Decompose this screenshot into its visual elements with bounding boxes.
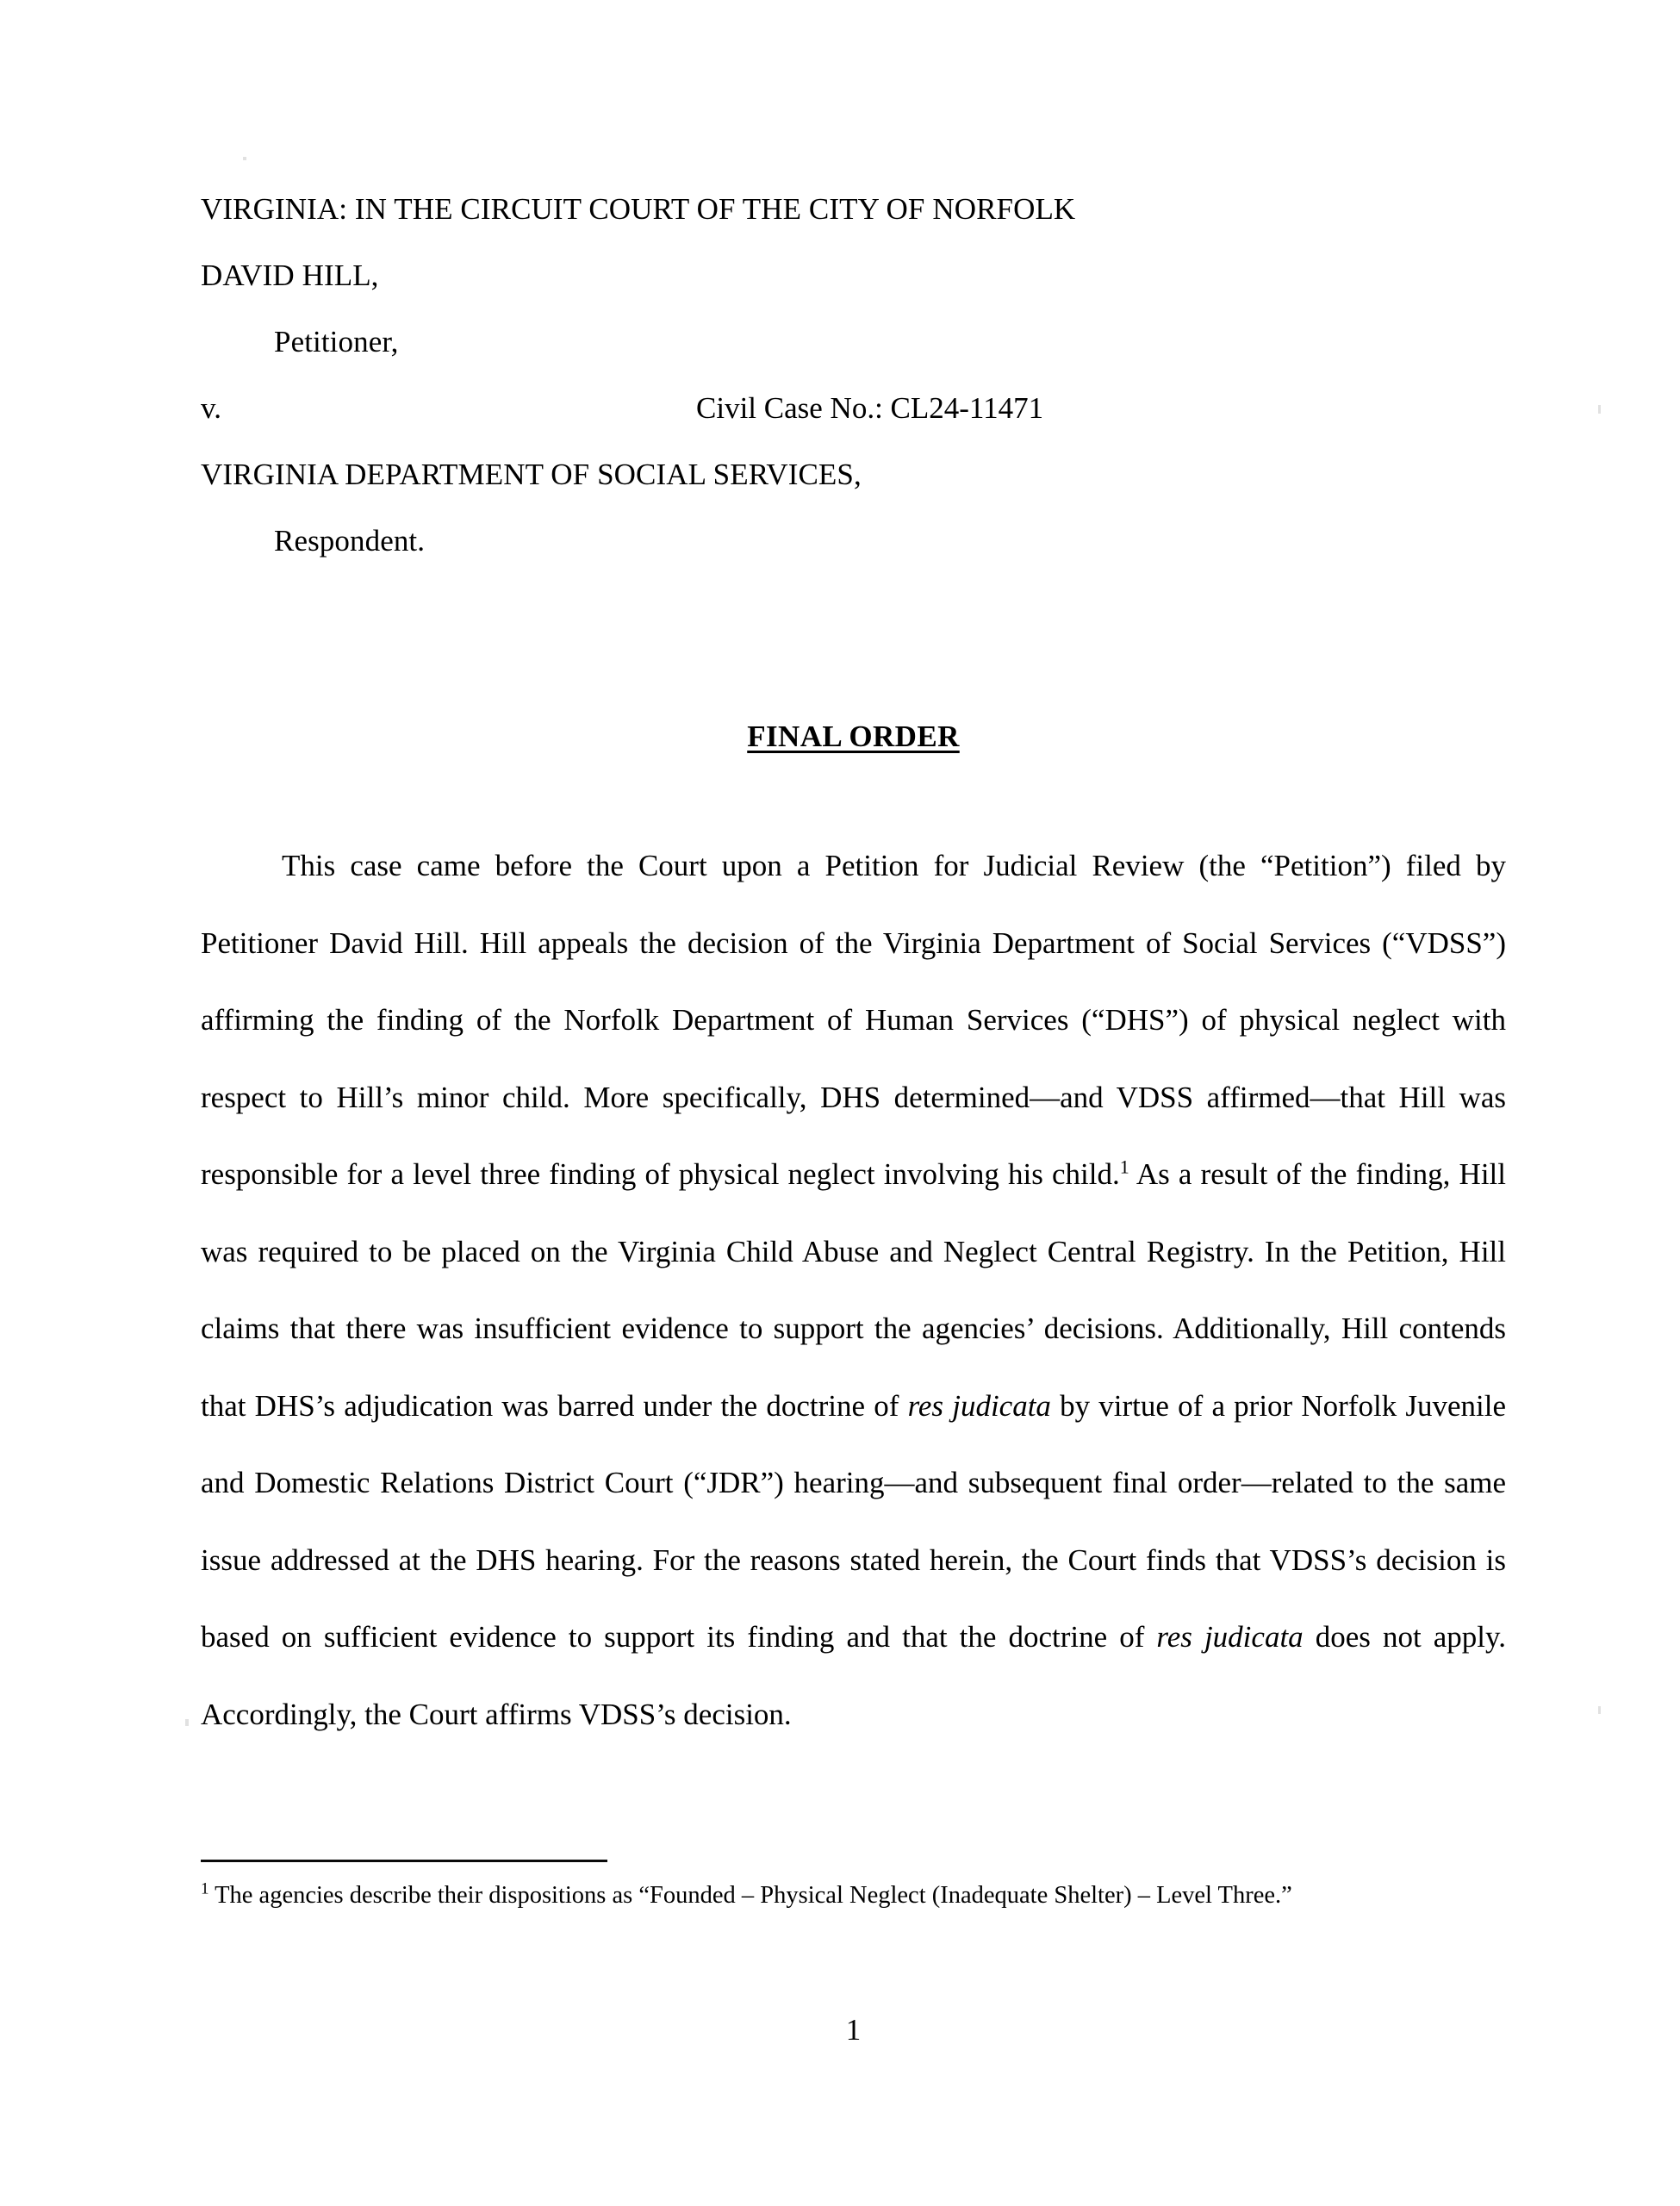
footnote-reference-marker: 1 bbox=[1119, 1156, 1129, 1178]
footnote-separator-rule bbox=[201, 1860, 607, 1862]
body-text-part-2: As a result of the finding, Hill was required to be placed on the Virginia Child Abuse and Neglect Central Registry. In the Petition, Hill claims that there was insufficient evidence to support the agencies’ decisions. Additionally, Hill contends that DHS’s adjudication was barred under the doctrine of bbox=[201, 1157, 1506, 1423]
petitioner-name: DAVID HILL, bbox=[201, 259, 379, 292]
order-body-container bbox=[201, 797, 1506, 1783]
body-text-part-1: This case came before the Court upon a Petition for Judicial Review (the “Petition”) filed by Petitioner David Hill. Hill appeals the decision of the Virginia Department of Social Services (“VDSS”) affirming the finding of the Norfolk Department of Human Services (“DHS”) of physical neglect with respect to Hill’s minor child. More specifically, DHS determined—and VDSS affirmed—that Hill was responsible for a level three finding of physical neglect involving his child. bbox=[201, 849, 1506, 1191]
scan-artifact bbox=[185, 1719, 189, 1726]
scan-artifact bbox=[243, 157, 246, 160]
latin-term-res-judicata-2: res judicata bbox=[1156, 1620, 1304, 1654]
body-text-part-4: does not apply. Accordingly, the Court affirms VDSS’s decision. bbox=[201, 1620, 1506, 1731]
scan-artifact bbox=[1598, 1706, 1601, 1714]
order-body-paragraph bbox=[201, 827, 1506, 1753]
respondent-label: Respondent. bbox=[274, 524, 426, 558]
footnote-container bbox=[201, 1860, 1506, 1916]
court-heading: VIRGINIA: IN THE CIRCUIT COURT OF THE CITY OF NORFOLK bbox=[201, 192, 1076, 226]
case-number: Civil Case No.: CL24-11471 bbox=[696, 391, 1044, 425]
order-title-container bbox=[201, 720, 1506, 754]
petitioner-label: Petitioner, bbox=[274, 325, 399, 358]
page-number: 1 bbox=[845, 2013, 862, 2047]
respondent-name: VIRGINIA DEPARTMENT OF SOCIAL SERVICES, bbox=[201, 458, 862, 491]
body-text-part-3: by virtue of a prior Norfolk Juvenile and Domestic Relations District Court (“JDR”) hearing—and subsequent final order—related to the same issue addressed at the DHS hearing. For the reasons stated herein, the Court finds that VDSS’s decision is based on sufficient evidence to support its finding and that the doctrine of bbox=[201, 1388, 1507, 1654]
scan-artifact bbox=[1598, 405, 1601, 414]
case-caption bbox=[201, 176, 1506, 574]
latin-term-res-judicata-1: res judicata bbox=[907, 1388, 1051, 1423]
page-number-container bbox=[201, 2013, 1506, 2047]
footnote-1 bbox=[201, 1876, 1506, 1916]
versus-row bbox=[201, 375, 1506, 441]
versus-label: v. bbox=[201, 391, 221, 425]
order-title: FINAL ORDER bbox=[747, 720, 960, 753]
footnote-number: 1 bbox=[201, 1879, 209, 1898]
footnote-text: The agencies describe their dispositions as “Founded – Physical Neglect (Inadequate Shelter) – Level Three.” bbox=[208, 1882, 1292, 1909]
